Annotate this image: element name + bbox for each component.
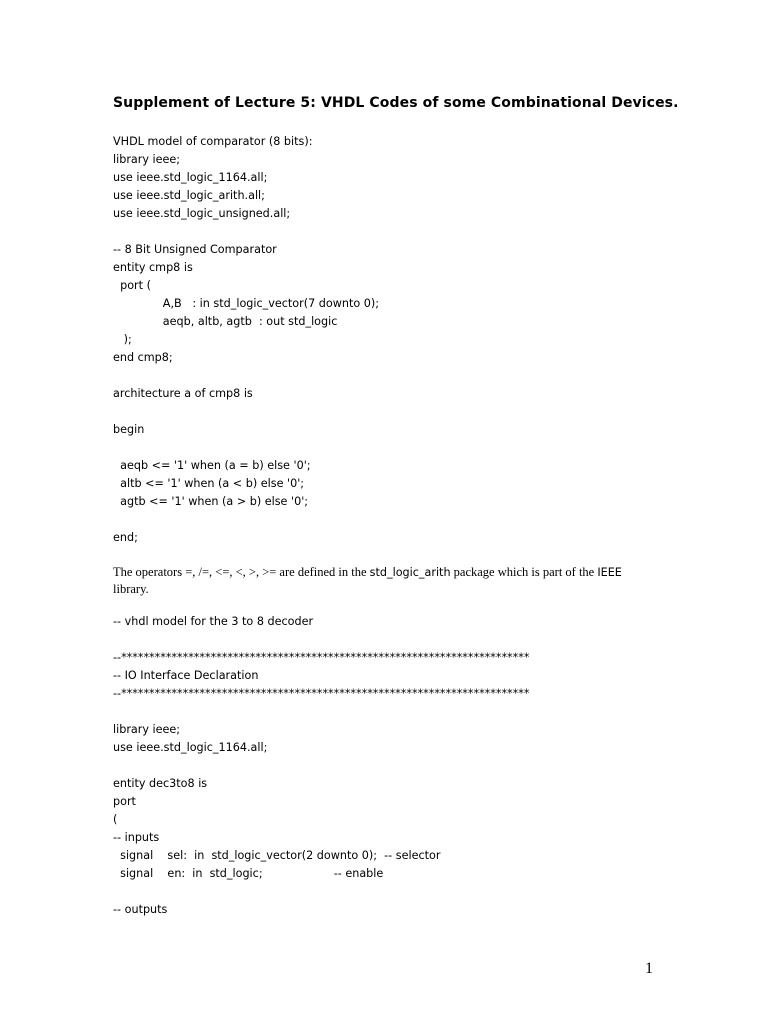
code-line: aeqb <= '1' when (a = b) else '0'; <box>113 459 311 472</box>
code-line: begin <box>113 423 145 436</box>
package-name: std_logic_arith <box>369 566 451 579</box>
prose-text: The operators =, /=, <=, <, >, >= are defined in the <box>113 565 370 579</box>
comparator-code-block <box>113 133 379 547</box>
code-line: aeqb, altb, agtb : out std_logic <box>113 315 338 328</box>
code-line: architecture a of cmp8 is <box>113 387 253 400</box>
code-line-blank <box>113 403 379 421</box>
code-line: -- vhdl model for the 3 to 8 decoder <box>113 615 314 628</box>
code-line-blank <box>113 439 379 457</box>
code-line: use ieee.std_logic_arith.all; <box>113 189 265 202</box>
page-number: 1 <box>645 960 653 977</box>
code-line: ( <box>113 813 118 826</box>
code-line: entity dec3to8 is <box>113 777 208 790</box>
code-line-blank <box>113 703 529 721</box>
code-line: altb <= '1' when (a < b) else '0'; <box>113 477 305 490</box>
code-line: -- inputs <box>113 831 160 844</box>
code-line: A,B : in std_logic_vector(7 downto 0); <box>113 297 379 310</box>
code-line: agtb <= '1' when (a > b) else '0'; <box>113 495 309 508</box>
code-line-blank <box>113 511 379 529</box>
code-line-blank <box>113 883 529 901</box>
prose-text: package which is part of the <box>450 565 598 579</box>
code-line: ); <box>113 333 132 346</box>
code-line-blank <box>113 367 379 385</box>
code-line: signal sel: in std_logic_vector(2 downto 0); -- selector <box>113 849 441 862</box>
code-line: end cmp8; <box>113 351 173 364</box>
decoder-code-block <box>113 613 529 919</box>
code-line: -- IO Interface Declaration <box>113 669 259 682</box>
document-title: Supplement of Lecture 5: VHDL Codes of some Combinational Devices. <box>113 95 679 111</box>
code-line: --************************************************************************* <box>113 651 530 664</box>
code-line: -- 8 Bit Unsigned Comparator <box>113 243 277 256</box>
code-line: end; <box>113 531 138 544</box>
code-line: port ( <box>113 279 151 292</box>
library-name: IEEE <box>597 566 622 579</box>
code-line: entity cmp8 is <box>113 261 193 274</box>
code-line: use ieee.std_logic_unsigned.all; <box>113 207 291 220</box>
prose-text: library. <box>113 582 149 596</box>
code-line: VHDL model of comparator (8 bits): <box>113 135 313 148</box>
code-line-blank <box>113 631 529 649</box>
code-line-blank <box>113 757 529 775</box>
code-line: signal en: in std_logic; -- enable <box>113 867 384 880</box>
code-line: library ieee; <box>113 153 181 166</box>
code-line: use ieee.std_logic_1164.all; <box>113 741 268 754</box>
code-line: use ieee.std_logic_1164.all; <box>113 171 268 184</box>
code-line: library ieee; <box>113 723 181 736</box>
code-line-blank <box>113 223 379 241</box>
code-line: port <box>113 795 136 808</box>
code-line: --************************************************************************* <box>113 687 530 700</box>
code-line: -- outputs <box>113 903 168 916</box>
operators-paragraph <box>113 564 658 598</box>
